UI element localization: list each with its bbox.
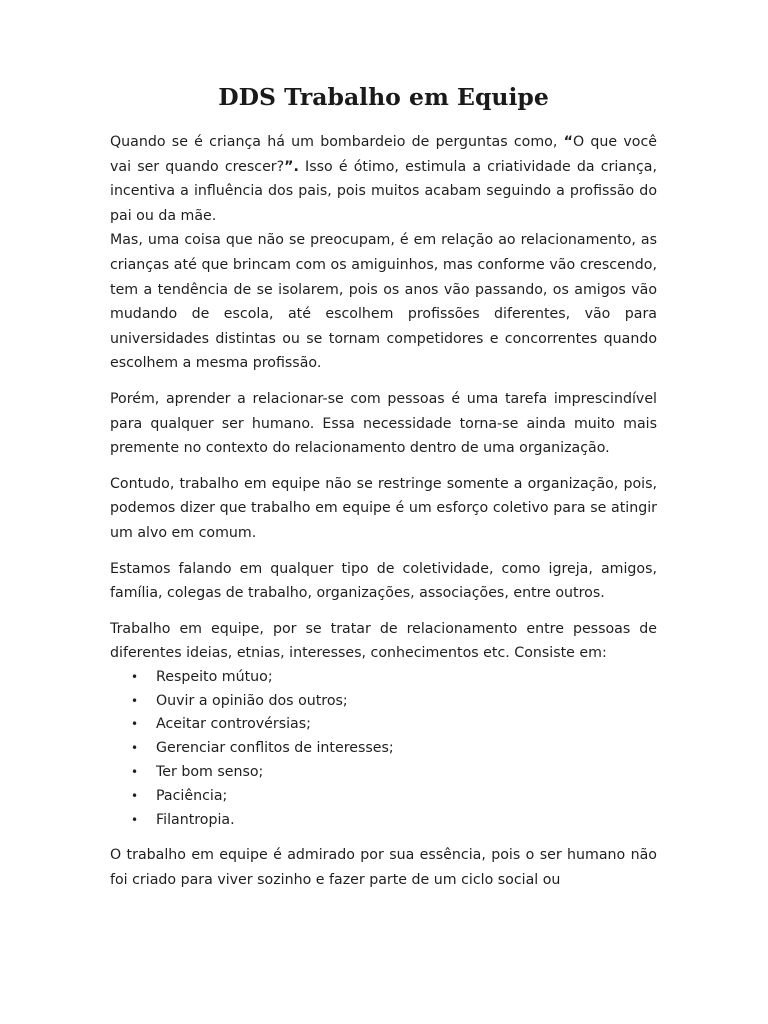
- list-item: [131, 666, 657, 690]
- list-item-text: Ter bom senso;: [156, 764, 264, 781]
- paragraph-7: O trabalho em equipe é admirado por sua essência, pois o ser humano não foi criado para viver sozinho e fazer parte de um ciclo social ou: [110, 847, 657, 889]
- bullet-icon: •: [131, 741, 139, 756]
- paragraph-1-text-b: Isso é ótimo, estimula a criatividade da criança, incentiva a influência dos pais, pois muitos acabam seguindo a profissão do pai ou da mãe.: [110, 158, 657, 224]
- list-item-text: Aceitar controvérsias;: [156, 716, 311, 733]
- list-item: [131, 690, 657, 714]
- list-item: [131, 761, 657, 785]
- list-item: [131, 737, 657, 761]
- bullet-icon: •: [131, 765, 139, 780]
- paragraph-5: Estamos falando em qualquer tipo de coletividade, como igreja, amigos, família, colegas de trabalho, organizações, associações, entre outros.: [110, 560, 657, 602]
- list-item-text: Gerenciar conflitos de interesses;: [156, 740, 394, 757]
- document-page: [110, 82, 657, 891]
- list-item-text: Filantropia.: [156, 811, 235, 828]
- bullet-icon: •: [131, 717, 139, 732]
- quote-close-mark: ”.: [284, 158, 299, 175]
- list-item-text: Ouvir a opinião dos outros;: [156, 692, 348, 709]
- bullet-icon: •: [131, 812, 139, 827]
- paragraph-2: Mas, uma coisa que não se preocupam, é em relação ao relacionamento, as crianças até que brincam com os amiguinhos, mas conforme vão crescendo, tem a tendência de se isolarem, pois os anos vão passando, os amigos vão mudando de escola, até escolhem profissões diferentes, vão para universidades distintas ou se tornam competidores e concorrentes quando escolhem a mesma profissão.: [110, 232, 657, 372]
- list-item-text: Respeito mútuo;: [156, 668, 273, 685]
- paragraph-1-quote: O que você vai ser quando crescer?: [110, 134, 657, 175]
- list-item-text: Paciência;: [156, 787, 228, 804]
- bullet-icon: •: [131, 669, 139, 684]
- paragraph-6: Trabalho em equipe, por se tratar de relacionamento entre pessoas de diferentes ideias, etnias, interesses, conhecimentos etc. Consiste em:: [110, 620, 657, 662]
- quote-open-mark: “: [563, 134, 573, 150]
- bullet-icon: •: [131, 693, 139, 708]
- paragraph-4: Contudo, trabalho em equipe não se restringe somente a organização, pois, podemos dizer que trabalho em equipe é um esforço coletivo para se atingir um alvo em comum.: [110, 475, 657, 541]
- bullet-list: [110, 666, 657, 833]
- paragraph-1: [110, 130, 657, 228]
- list-item: [131, 785, 657, 809]
- document-title: DDS Trabalho em Equipe: [218, 83, 549, 111]
- paragraph-3: Porém, aprender a relacionar-se com pessoas é uma tarefa imprescindível para qualquer ser humano. Essa necessidade torna-se ainda muito mais premente no contexto do relacionamento dentro de uma organização.: [110, 390, 657, 457]
- bullet-icon: •: [131, 788, 139, 803]
- list-item: [131, 713, 657, 737]
- paragraph-1-text-a: Quando se é criança há um bombardeio de perguntas como,: [110, 134, 564, 150]
- list-item: [131, 809, 657, 833]
